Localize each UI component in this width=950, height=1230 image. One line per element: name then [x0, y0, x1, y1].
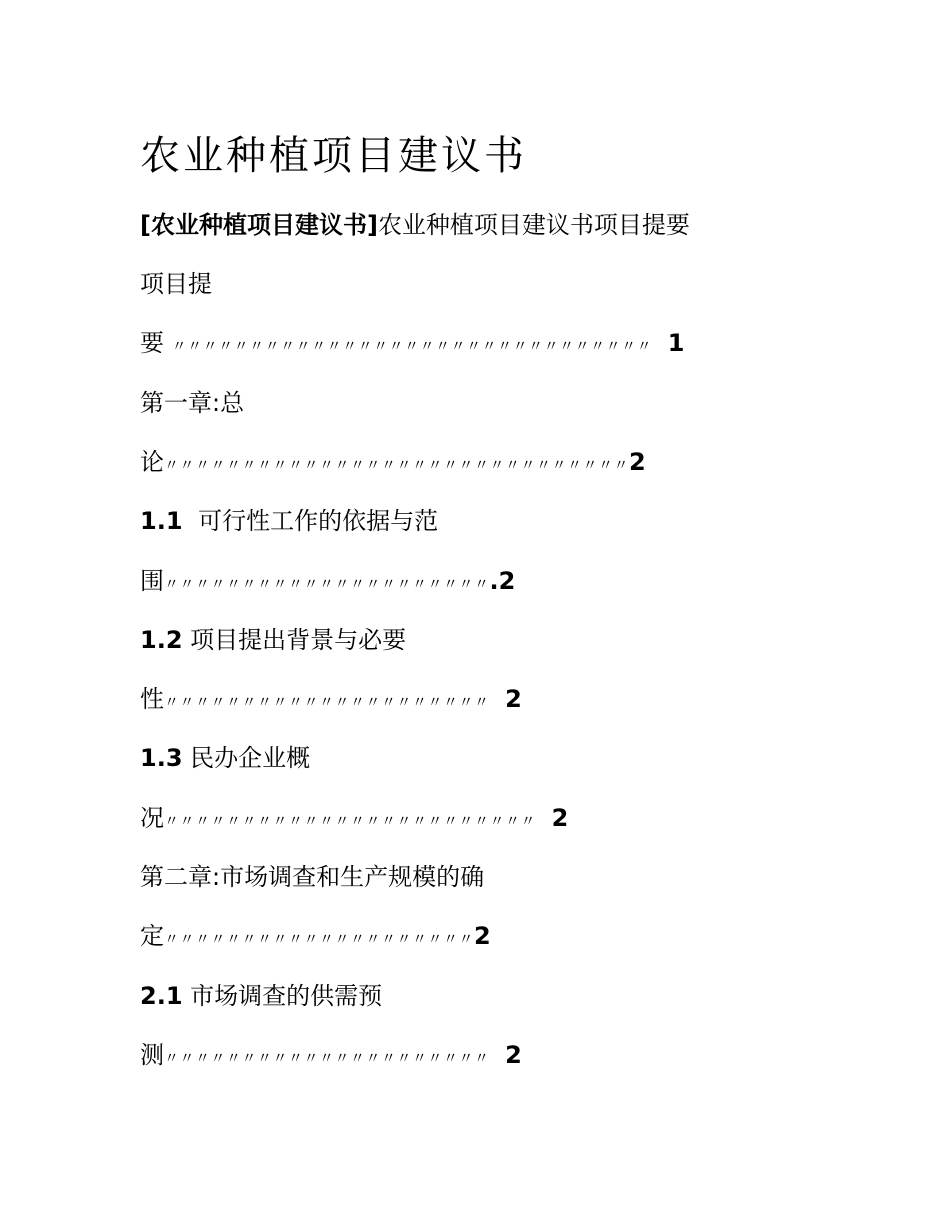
toc-entry-text-tail: 定	[140, 922, 164, 950]
toc-section-number: 1.3	[140, 744, 183, 772]
subtitle-bracket: [农业种植项目建议书]	[140, 211, 378, 239]
toc-dot-leader: 〃〃〃〃〃〃〃〃〃〃〃〃〃〃〃〃〃〃〃〃〃〃〃〃	[164, 812, 537, 830]
toc-entry-leader-line	[140, 1038, 522, 1075]
toc-entry-title	[140, 623, 406, 657]
toc-entry-text: 第一章:总	[140, 389, 245, 417]
toc-entry-text-tail: 论	[140, 448, 164, 476]
toc-page-number: 2	[505, 685, 522, 713]
subtitle-rest: 农业种植项目建议书项目提要	[377, 211, 690, 239]
toc-entry-title	[140, 860, 484, 894]
document-subtitle	[140, 208, 690, 242]
toc-page-number: 2	[505, 1041, 522, 1069]
toc-entry-text: 项目提	[140, 270, 212, 298]
toc-page-number: .2	[489, 567, 516, 595]
toc-entry-leader-line	[140, 682, 522, 719]
toc-entry-text: 项目提出背景与必要	[190, 626, 407, 654]
toc-entry-text: 市场调查的供需预	[190, 982, 383, 1010]
toc-entry-leader-line	[140, 326, 685, 363]
toc-dot-leader: 〃〃〃〃〃〃〃〃〃〃〃〃〃〃〃〃〃〃〃〃	[164, 930, 475, 948]
toc-entry-leader-line	[140, 564, 515, 601]
toc-entry-text-tail: 要	[140, 329, 172, 357]
toc-entry-text-tail: 围	[140, 567, 164, 595]
toc-entry-leader-line	[140, 801, 568, 838]
toc-dot-leader: 〃〃〃〃〃〃〃〃〃〃〃〃〃〃〃〃〃〃〃〃〃	[164, 1049, 490, 1067]
toc-page-number: 2	[629, 448, 646, 476]
toc-entry-text: 可行性工作的依据与范	[198, 507, 439, 535]
toc-page-number: 1	[667, 329, 685, 357]
toc-entry-leader-line	[140, 445, 646, 482]
toc-entry-text-tail: 性	[140, 685, 164, 713]
toc-dot-leader: 〃〃〃〃〃〃〃〃〃〃〃〃〃〃〃〃〃〃〃〃〃〃〃〃〃〃〃〃〃〃〃	[171, 337, 653, 355]
toc-entry-text-tail: 况	[140, 804, 164, 832]
toc-dot-leader: 〃〃〃〃〃〃〃〃〃〃〃〃〃〃〃〃〃〃〃〃〃	[164, 575, 490, 593]
toc-entry-title	[140, 504, 438, 538]
toc-section-number: 1.1	[140, 507, 183, 535]
toc-entry-leader-line	[140, 919, 491, 956]
toc-dot-leader: 〃〃〃〃〃〃〃〃〃〃〃〃〃〃〃〃〃〃〃〃〃〃〃〃〃〃〃〃〃〃	[164, 456, 630, 474]
toc-section-number: 2.1	[140, 982, 183, 1010]
toc-entry-text: 民办企业概	[190, 744, 311, 772]
toc-entry-title	[140, 267, 212, 301]
toc-entry-text: 第二章:市场调查和生产规模的确	[140, 863, 485, 891]
toc-entry-title	[140, 386, 244, 420]
toc-page-number: 2	[474, 922, 491, 950]
toc-entry-title	[140, 741, 310, 775]
toc-entry-text-tail: 测	[140, 1041, 164, 1069]
toc-page-number: 2	[551, 804, 569, 832]
toc-section-number: 1.2	[140, 626, 183, 654]
document-title: 农业种植项目建议书	[140, 133, 527, 179]
toc-entry-title	[140, 979, 382, 1013]
toc-dot-leader: 〃〃〃〃〃〃〃〃〃〃〃〃〃〃〃〃〃〃〃〃〃	[164, 693, 490, 711]
